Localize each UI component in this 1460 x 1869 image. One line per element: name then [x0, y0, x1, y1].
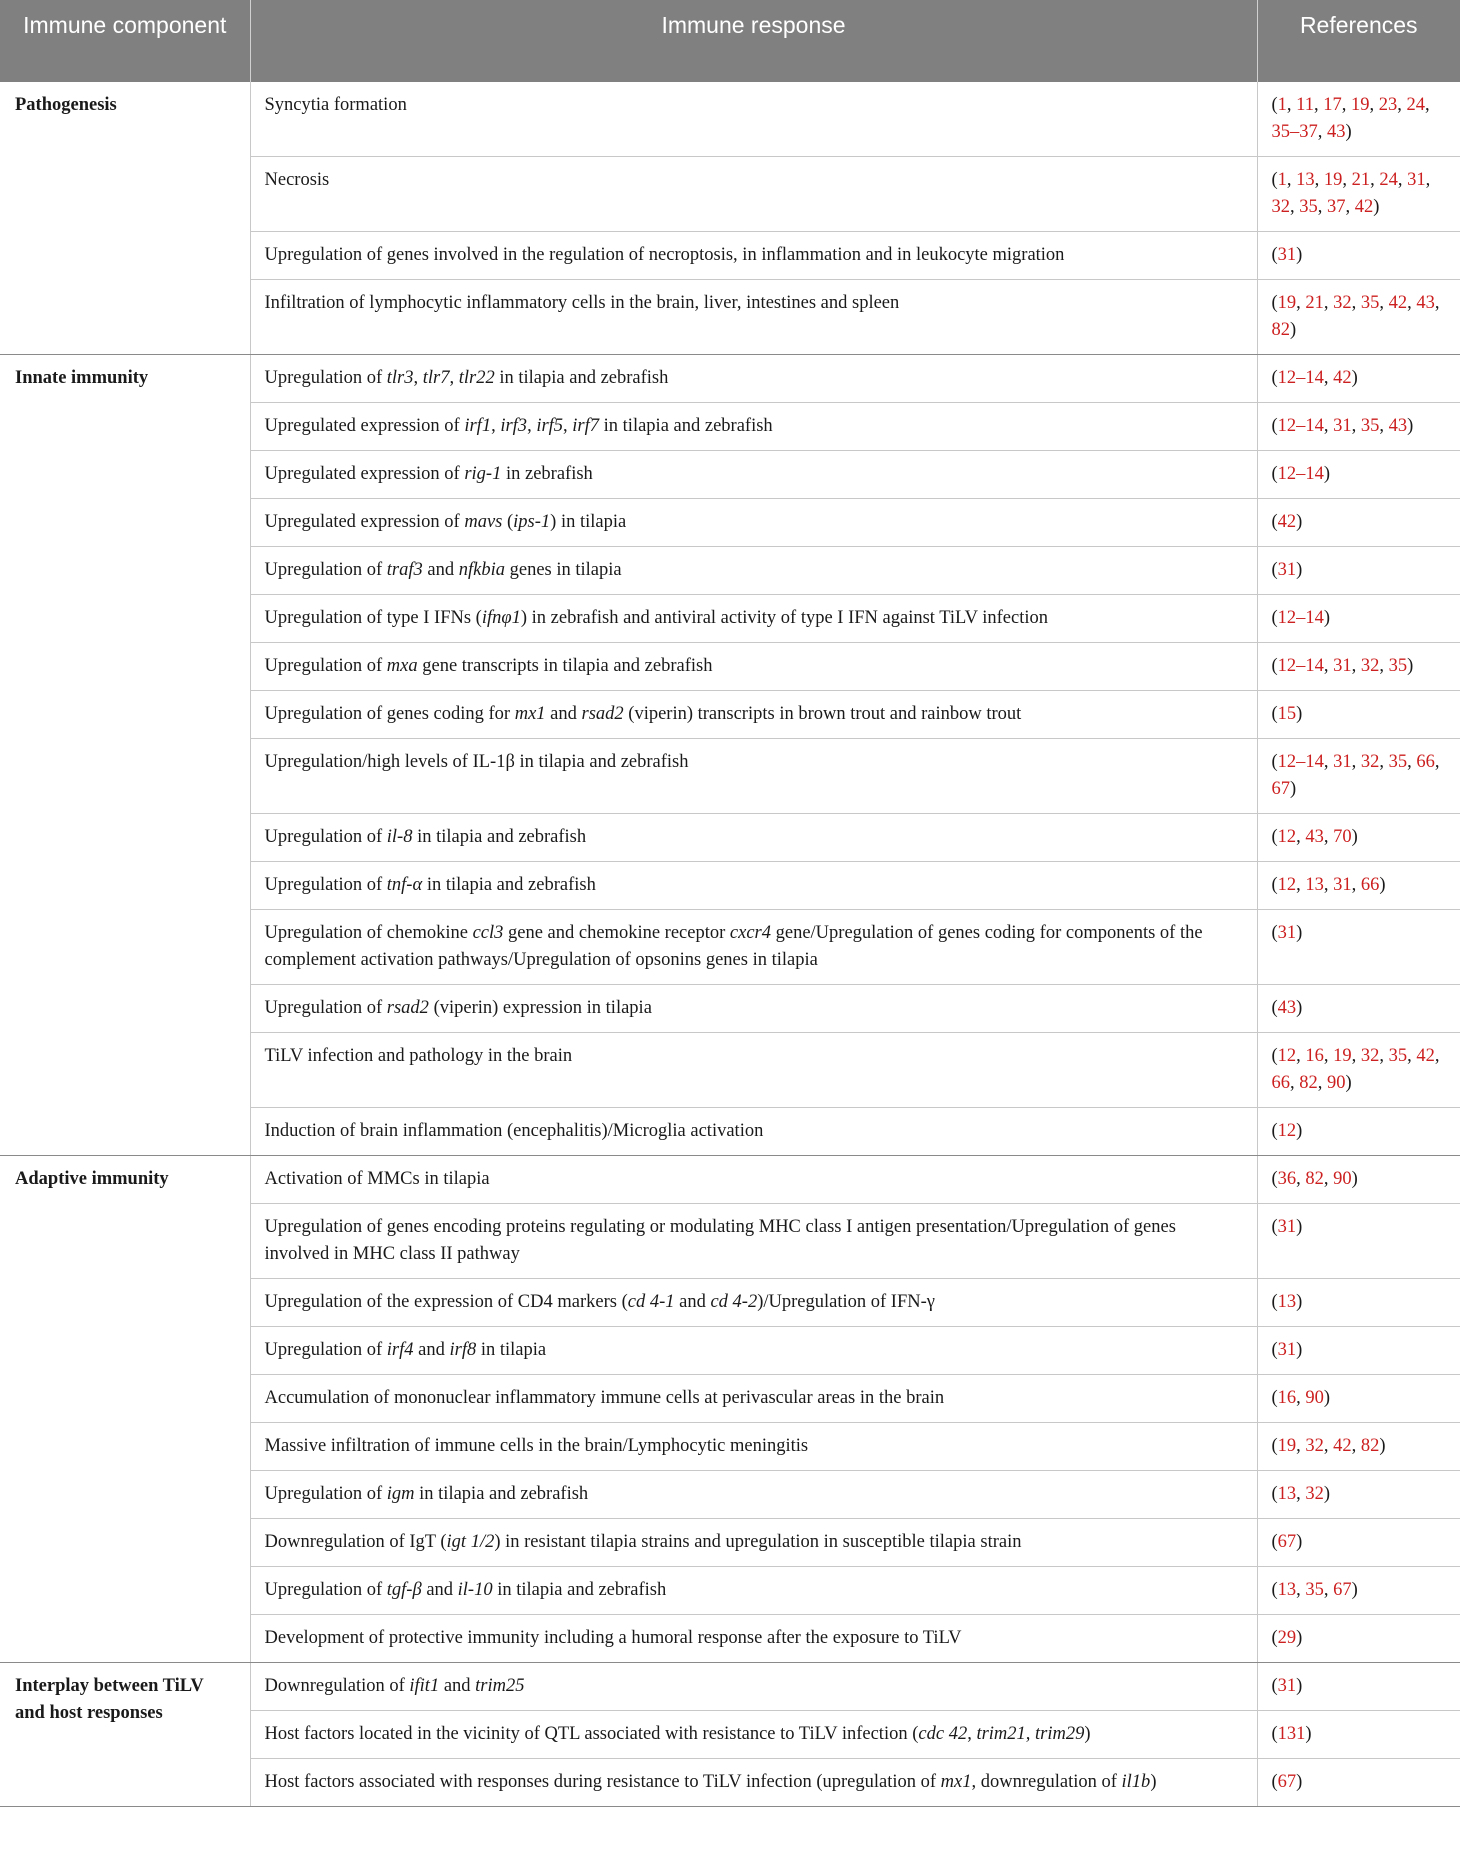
reference-link[interactable]: 24 — [1406, 95, 1425, 115]
response-text: gene transcripts in tilapia and zebrafish — [417, 656, 713, 676]
immune-response-cell — [250, 1279, 1257, 1327]
response-text: , — [527, 416, 537, 436]
reference-link[interactable]: 19 — [1351, 95, 1370, 115]
reference-link[interactable]: 21 — [1305, 293, 1324, 313]
response-text: Upregulation of the expression of CD4 markers ( — [264, 1292, 628, 1312]
reference-link[interactable]: 31 — [1277, 923, 1297, 943]
response-text: in tilapia and zebrafish — [422, 875, 596, 895]
references-cell: (31) — [1257, 1327, 1460, 1375]
gene-name: il-8 — [386, 827, 413, 847]
reference-link[interactable]: 13 — [1305, 875, 1324, 895]
response-text: )/Upregulation of IFN-γ — [757, 1292, 935, 1312]
response-text: and — [674, 1292, 711, 1312]
gene-name: cdc 42 — [918, 1724, 968, 1744]
immune-response-cell — [250, 1204, 1257, 1279]
immune-response-cell — [250, 1615, 1257, 1663]
gene-name: il1b — [1121, 1772, 1151, 1792]
immune-response-cell — [250, 595, 1257, 643]
reference-link[interactable]: 36 — [1277, 1169, 1297, 1189]
response-text: gene/Upregulation of genes coding for components of the complement activation pathways/Upregulation of opsonins genes in tilapia — [264, 923, 1203, 970]
reference-link[interactable]: 42 — [1277, 512, 1297, 532]
reference-link[interactable]: 32 — [1360, 656, 1380, 676]
references-cell: (12) — [1257, 1108, 1460, 1156]
reference-link[interactable]: 12 — [1277, 875, 1297, 895]
response-text: Upregulation of — [264, 1580, 387, 1600]
references-cell: (12–14, 31, 32, 35, 66, 67) — [1257, 739, 1460, 814]
gene-name: cxcr4 — [729, 923, 771, 943]
references-cell: (12–14, 31, 35, 43) — [1257, 403, 1460, 451]
gene-name: tgf-β — [386, 1580, 422, 1600]
references-cell: (19, 32, 42, 82) — [1257, 1423, 1460, 1471]
immune-response-cell — [250, 1519, 1257, 1567]
reference-link[interactable]: 66 — [1416, 752, 1435, 772]
reference-link[interactable]: 19 — [1277, 1436, 1297, 1456]
response-text: Upregulation of genes coding for — [264, 704, 515, 724]
gene-name: igm — [386, 1484, 415, 1504]
immune-response-cell — [250, 1423, 1257, 1471]
response-text: Upregulated expression of — [264, 512, 465, 532]
gene-name: tnf-α — [386, 875, 423, 895]
reference-link[interactable]: 19 — [1277, 293, 1297, 313]
response-text: TiLV infection and pathology in the brain — [264, 1046, 573, 1066]
references-cell: (13, 35, 67) — [1257, 1567, 1460, 1615]
reference-link[interactable]: 32 — [1333, 293, 1352, 313]
header-immune-response: Immune response — [250, 0, 1257, 82]
reference-link[interactable]: 35 — [1305, 1580, 1324, 1600]
immune-response-cell — [250, 1759, 1257, 1807]
response-text: and — [422, 560, 459, 580]
references-cell: (31) — [1257, 1663, 1460, 1711]
response-text: Upregulation of genes involved in the regulation of necroptosis, in inflammation and in leukocyte migration — [264, 245, 1065, 265]
response-text: in tilapia — [476, 1340, 547, 1360]
response-text: Accumulation of mononuclear inflammatory immune cells at perivascular areas in the brain — [264, 1388, 945, 1408]
gene-name: nfkbia — [458, 560, 505, 580]
response-text: , — [967, 1724, 977, 1744]
gene-name: rig-1 — [464, 464, 502, 484]
reference-link[interactable]: 31 — [1277, 1217, 1297, 1237]
references-cell: (13, 32) — [1257, 1471, 1460, 1519]
reference-link[interactable]: 32 — [1271, 197, 1290, 217]
reference-link[interactable]: 17 — [1323, 95, 1342, 115]
reference-link[interactable]: 13 — [1277, 1580, 1297, 1600]
gene-name: il-10 — [457, 1580, 493, 1600]
reference-link[interactable]: 31 — [1277, 245, 1297, 265]
immune-response-cell — [250, 547, 1257, 595]
gene-name: irf5 — [536, 416, 564, 436]
reference-link[interactable]: 35 — [1388, 752, 1408, 772]
reference-link[interactable]: 31 — [1407, 170, 1426, 190]
response-text: genes in tilapia — [504, 560, 622, 580]
response-text: Downregulation of IgT ( — [264, 1532, 447, 1552]
reference-link[interactable]: 31 — [1333, 416, 1352, 436]
response-text: , — [413, 368, 423, 388]
table-row — [0, 1663, 1460, 1711]
response-text: Upregulation/high levels of IL-1β in tilapia and zebrafish — [264, 752, 689, 772]
reference-link[interactable]: 12–14 — [1277, 656, 1324, 676]
response-text: Infiltration of lymphocytic inflammatory cells in the brain, liver, intestines and spleen — [264, 293, 900, 313]
response-text: in tilapia and zebrafish — [412, 827, 587, 847]
reference-link[interactable]: 16 — [1305, 1046, 1324, 1066]
reference-link[interactable]: 42 — [1333, 1436, 1352, 1456]
reference-link[interactable]: 1 — [1277, 170, 1287, 190]
gene-name: irf1 — [464, 416, 492, 436]
gene-name: ips-1 — [513, 512, 551, 532]
reference-link[interactable]: 19 — [1333, 1046, 1352, 1066]
reference-link[interactable]: 67 — [1333, 1580, 1352, 1600]
references-cell: (12, 43, 70) — [1257, 814, 1460, 862]
response-text: Upregulation of — [264, 827, 387, 847]
references-cell: (12–14, 31, 32, 35) — [1257, 643, 1460, 691]
gene-name: tlr22 — [458, 368, 495, 388]
references-cell: (1, 13, 19, 21, 24, 31, 32, 35, 37, 42) — [1257, 157, 1460, 232]
immune-response-cell — [250, 1663, 1257, 1711]
references-cell: (43) — [1257, 985, 1460, 1033]
gene-name: trim25 — [475, 1676, 525, 1696]
references-cell: (67) — [1257, 1759, 1460, 1807]
gene-name: tlr7 — [422, 368, 450, 388]
gene-name: mx1 — [940, 1772, 972, 1792]
reference-link[interactable]: 31 — [1277, 1340, 1297, 1360]
reference-link[interactable]: 31 — [1277, 560, 1297, 580]
reference-link[interactable]: 43 — [1305, 827, 1324, 847]
reference-link[interactable]: 31 — [1277, 1676, 1297, 1696]
reference-link[interactable]: 13 — [1296, 170, 1315, 190]
response-text: Massive infiltration of immune cells in the brain/Lymphocytic meningitis — [264, 1436, 809, 1456]
references-cell: (29) — [1257, 1615, 1460, 1663]
reference-link[interactable]: 35 — [1388, 1046, 1408, 1066]
references-cell: (15) — [1257, 691, 1460, 739]
response-text: in zebrafish — [501, 464, 593, 484]
response-text: (viperin) expression in tilapia — [428, 998, 652, 1018]
response-text: (viperin) transcripts in brown trout and rainbow trout — [623, 704, 1022, 724]
reference-link[interactable]: 43 — [1388, 416, 1408, 436]
reference-link[interactable]: 12–14 — [1277, 752, 1324, 772]
immune-response-cell — [250, 739, 1257, 814]
reference-link[interactable]: 67 — [1277, 1772, 1297, 1792]
immune-component-cell: Adaptive immunity — [0, 1156, 250, 1663]
immune-response-cell — [250, 1567, 1257, 1615]
response-text: Induction of brain inflammation (encephalitis)/Microglia activation — [264, 1121, 764, 1141]
reference-link[interactable]: 12 — [1277, 1046, 1297, 1066]
references-cell: (12–14, 42) — [1257, 355, 1460, 403]
immune-response-cell — [250, 862, 1257, 910]
reference-link[interactable]: 35 — [1299, 197, 1318, 217]
immune-response-cell — [250, 814, 1257, 862]
gene-name: tlr3 — [386, 368, 414, 388]
reference-link[interactable]: 67 — [1277, 1532, 1297, 1552]
reference-link[interactable]: 32 — [1360, 1046, 1380, 1066]
reference-link[interactable]: 43 — [1277, 998, 1297, 1018]
reference-link[interactable]: 35 — [1360, 293, 1380, 313]
reference-link[interactable]: 29 — [1277, 1628, 1297, 1648]
references-cell: (13) — [1257, 1279, 1460, 1327]
gene-name: cd 4-2 — [710, 1292, 758, 1312]
response-text: , downregulation of — [971, 1772, 1122, 1792]
gene-name: igt 1/2 — [446, 1532, 495, 1552]
references-cell: (12, 13, 31, 66) — [1257, 862, 1460, 910]
reference-link[interactable]: 31 — [1333, 875, 1352, 895]
immune-component-cell: Innate immunity — [0, 355, 250, 1156]
table-body — [0, 82, 1460, 1807]
immune-response-cell — [250, 82, 1257, 157]
response-text: , — [449, 368, 459, 388]
references-cell: (42) — [1257, 499, 1460, 547]
response-text: Downregulation of — [264, 1676, 410, 1696]
gene-name: irf8 — [449, 1340, 477, 1360]
reference-link[interactable]: 12–14 — [1277, 608, 1324, 628]
references-cell: (36, 82, 90) — [1257, 1156, 1460, 1204]
reference-link[interactable]: 66 — [1360, 875, 1380, 895]
table-row — [0, 82, 1460, 157]
response-text: ) in tilapia — [550, 512, 627, 532]
immune-response-cell — [250, 232, 1257, 280]
immune-response-cell — [250, 157, 1257, 232]
gene-name: rsad2 — [581, 704, 624, 724]
gene-name: ifnφ1 — [481, 608, 521, 628]
reference-link[interactable]: 32 — [1305, 1436, 1324, 1456]
response-text: and — [439, 1676, 476, 1696]
reference-link[interactable]: 82 — [1360, 1436, 1380, 1456]
immune-response-cell — [250, 1471, 1257, 1519]
response-text: Upregulation of chemokine — [264, 923, 473, 943]
gene-name: mx1 — [514, 704, 546, 724]
response-text: in tilapia and zebrafish — [414, 1484, 589, 1504]
reference-link[interactable]: 12–14 — [1277, 416, 1324, 436]
reference-link[interactable]: 131 — [1277, 1724, 1306, 1744]
immune-response-cell — [250, 451, 1257, 499]
reference-link[interactable]: 42 — [1333, 368, 1352, 388]
response-text: in tilapia and zebrafish — [599, 416, 773, 436]
references-cell: (31) — [1257, 1204, 1460, 1279]
references-cell: (12–14) — [1257, 451, 1460, 499]
table-row — [0, 355, 1460, 403]
response-text: Upregulation of type I IFNs ( — [264, 608, 482, 628]
immune-response-cell — [250, 1033, 1257, 1108]
reference-link[interactable]: 82 — [1271, 320, 1290, 340]
references-cell: (12, 16, 19, 32, 35, 42, 66, 82, 90) — [1257, 1033, 1460, 1108]
reference-link[interactable]: 23 — [1378, 95, 1398, 115]
gene-name: cd 4-1 — [627, 1292, 675, 1312]
reference-link[interactable]: 31 — [1333, 656, 1352, 676]
immune-response-cell — [250, 910, 1257, 985]
immune-response-cell — [250, 1375, 1257, 1423]
reference-link[interactable]: 42 — [1388, 293, 1408, 313]
response-text: in tilapia and zebrafish — [494, 368, 669, 388]
response-text: ) — [1084, 1724, 1091, 1744]
gene-name: irf3 — [500, 416, 528, 436]
immune-response-cell — [250, 403, 1257, 451]
response-text: , — [563, 416, 573, 436]
reference-link[interactable]: 82 — [1299, 1073, 1318, 1093]
response-text: Upregulation of genes encoding proteins regulating or modulating MHC class I antigen presentation/Upregulation of genes involved in MHC class II pathway — [264, 1217, 1176, 1264]
reference-link[interactable]: 82 — [1305, 1169, 1324, 1189]
reference-link[interactable]: 12 — [1277, 827, 1297, 847]
response-text: gene and chemokine receptor — [503, 923, 730, 943]
immune-response-cell — [250, 1327, 1257, 1375]
header-references: References — [1257, 0, 1460, 82]
response-text: Activation of MMCs in tilapia — [264, 1169, 490, 1189]
reference-link[interactable]: 66 — [1271, 1073, 1290, 1093]
reference-link[interactable]: 42 — [1354, 197, 1374, 217]
response-text: ) in resistant tilapia strains and upregulation in susceptible tilapia strain — [494, 1532, 1022, 1552]
response-text: Upregulated expression of — [264, 416, 465, 436]
table-row — [0, 1156, 1460, 1204]
response-text: Upregulated expression of — [264, 464, 465, 484]
reference-link[interactable]: 11 — [1296, 95, 1314, 115]
reference-link[interactable]: 37 — [1327, 197, 1346, 217]
references-cell: (16, 90) — [1257, 1375, 1460, 1423]
reference-link[interactable]: 43 — [1327, 122, 1346, 142]
gene-name: ccl3 — [472, 923, 504, 943]
response-text: Upregulation of — [264, 1484, 387, 1504]
response-text: ( — [502, 512, 514, 532]
reference-link[interactable]: 42 — [1416, 1046, 1435, 1066]
reference-link[interactable]: 15 — [1277, 704, 1297, 724]
references-cell: (31) — [1257, 547, 1460, 595]
references-cell: (31) — [1257, 232, 1460, 280]
gene-name: traf3 — [386, 560, 423, 580]
response-text: Syncytia formation — [264, 95, 407, 115]
immune-component-cell: Interplay between TiLV and host responses — [0, 1663, 250, 1807]
reference-link[interactable]: 21 — [1351, 170, 1371, 190]
reference-link[interactable]: 12–14 — [1277, 464, 1324, 484]
reference-link[interactable]: 90 — [1305, 1388, 1324, 1408]
response-text: and — [421, 1580, 458, 1600]
immune-component-cell: Pathogenesis — [0, 82, 250, 355]
references-cell: (12–14) — [1257, 595, 1460, 643]
response-text: ) — [1150, 1772, 1157, 1792]
response-text: Necrosis — [264, 170, 330, 190]
response-text: Development of protective immunity including a humoral response after the exposure to TiLV — [264, 1628, 962, 1648]
response-text: Host factors associated with responses during resistance to TiLV infection (upregulation of — [264, 1772, 941, 1792]
immune-response-cell — [250, 499, 1257, 547]
reference-link[interactable]: 13 — [1277, 1484, 1297, 1504]
reference-link[interactable]: 43 — [1416, 293, 1435, 313]
response-text: Upregulation of — [264, 875, 387, 895]
response-text: , — [491, 416, 501, 436]
gene-name: trim21, trim29 — [976, 1724, 1085, 1744]
reference-link[interactable]: 1 — [1277, 95, 1287, 115]
response-text: Upregulation of — [264, 1340, 387, 1360]
gene-name: rsad2 — [386, 998, 429, 1018]
reference-link[interactable]: 16 — [1277, 1388, 1297, 1408]
reference-link[interactable]: 12–14 — [1277, 368, 1324, 388]
response-text: Upregulation of — [264, 998, 387, 1018]
header-immune-component: Immune component — [0, 0, 250, 82]
reference-link[interactable]: 90 — [1327, 1073, 1346, 1093]
reference-link[interactable]: 31 — [1333, 752, 1352, 772]
reference-link[interactable]: 12 — [1277, 1121, 1297, 1141]
references-cell: (1, 11, 17, 19, 23, 24, 35–37, 43) — [1257, 82, 1460, 157]
response-text: and — [545, 704, 582, 724]
reference-link[interactable]: 35 — [1388, 656, 1408, 676]
gene-name: mavs — [464, 512, 503, 532]
reference-link[interactable]: 35 — [1360, 416, 1380, 436]
gene-name: mxa — [386, 656, 418, 676]
reference-link[interactable]: 70 — [1333, 827, 1352, 847]
reference-link[interactable]: 67 — [1271, 779, 1290, 799]
references-cell: (31) — [1257, 910, 1460, 985]
response-text: Host factors located in the vicinity of QTL associated with resistance to TiLV infection ( — [264, 1724, 919, 1744]
immune-response-cell — [250, 1156, 1257, 1204]
immune-response-cell — [250, 1711, 1257, 1759]
immune-response-cell — [250, 643, 1257, 691]
reference-link[interactable]: 24 — [1379, 170, 1398, 190]
references-cell: (131) — [1257, 1711, 1460, 1759]
gene-name: ifit1 — [409, 1676, 440, 1696]
reference-link[interactable]: 19 — [1323, 170, 1343, 190]
immune-response-cell — [250, 355, 1257, 403]
response-text: in tilapia and zebrafish — [492, 1580, 667, 1600]
header-row — [0, 0, 1460, 82]
gene-name: irf4 — [386, 1340, 414, 1360]
reference-link[interactable]: 90 — [1333, 1169, 1352, 1189]
immune-response-cell — [250, 280, 1257, 355]
response-text: Upregulation of — [264, 656, 387, 676]
references-cell: (67) — [1257, 1519, 1460, 1567]
immune-response-cell — [250, 1108, 1257, 1156]
table-header — [0, 0, 1460, 82]
response-text: Upregulation of — [264, 368, 387, 388]
gene-name: irf7 — [572, 416, 600, 436]
immune-response-cell — [250, 985, 1257, 1033]
reference-link[interactable]: 35–37 — [1271, 122, 1318, 142]
references-cell: (19, 21, 32, 35, 42, 43, 82) — [1257, 280, 1460, 355]
response-text: and — [413, 1340, 450, 1360]
reference-link[interactable]: 13 — [1277, 1292, 1297, 1312]
response-text: Upregulation of — [264, 560, 387, 580]
reference-link[interactable]: 32 — [1305, 1484, 1324, 1504]
response-text: ) in zebrafish and antiviral activity of type I IFN against TiLV infection — [520, 608, 1049, 628]
immune-response-cell — [250, 691, 1257, 739]
reference-link[interactable]: 32 — [1360, 752, 1380, 772]
